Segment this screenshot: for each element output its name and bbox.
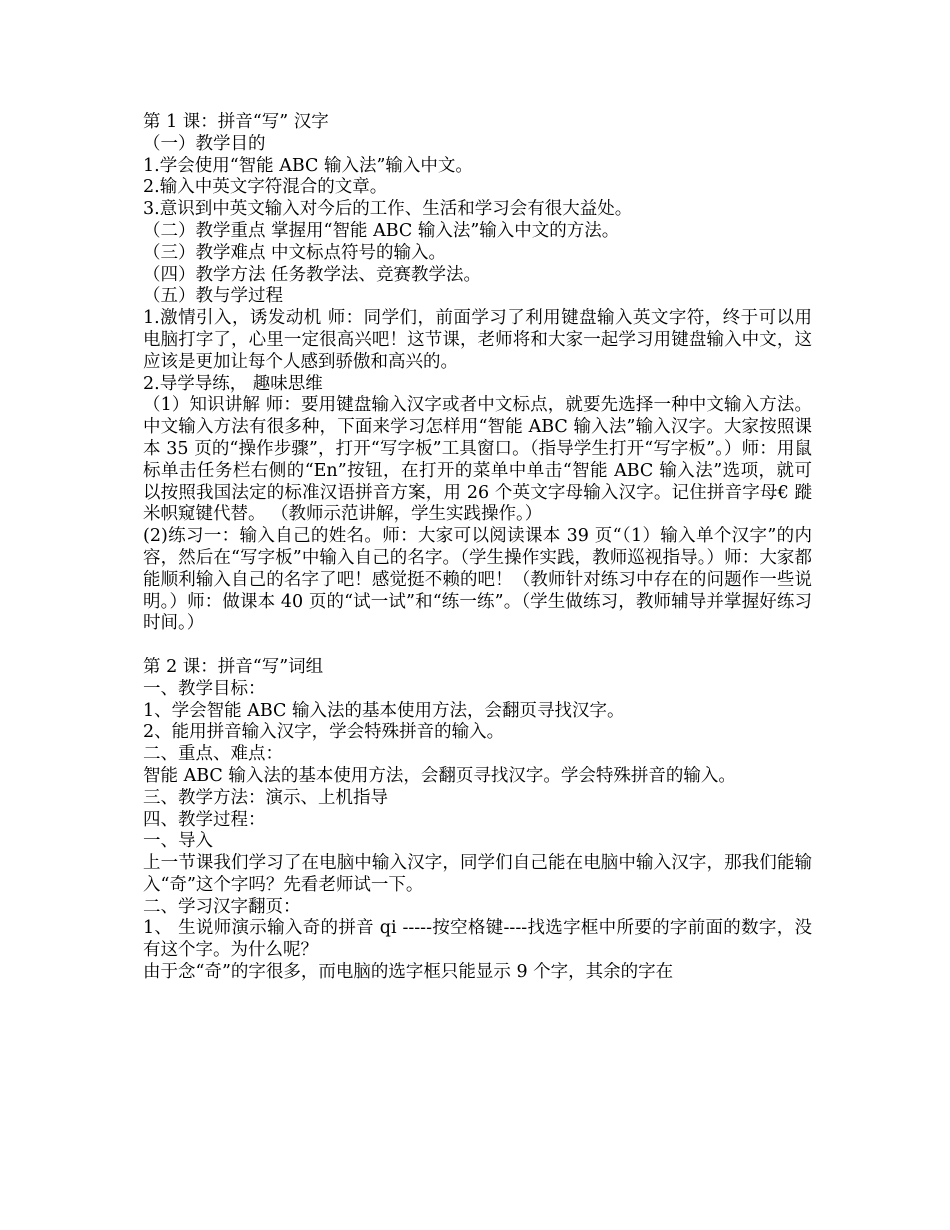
lesson-1-goal-1: 1.学会使用“智能 ABC 输入法”输入中文。 bbox=[143, 155, 473, 176]
lesson-2-goal-1: 1、学会智能 ABC 输入法的基本使用方法，会翻页寻找汉字。 bbox=[143, 700, 625, 721]
lesson-1-process-heading: （五）教与学过程 bbox=[143, 286, 283, 307]
lesson-2-intro-heading: 一、导入 bbox=[143, 831, 213, 852]
lesson-2-paging-heading: 二、学习汉字翻页： bbox=[143, 896, 301, 917]
lesson-2-intro-text: 上一节课我们学习了在电脑中输入汉字，同学们自己能在电脑中输入汉字，那我们能输入“奇”这个字吗？先看老师试一下。 bbox=[143, 853, 812, 895]
lesson-1-step-1: 1.激情引入，诱发动机 师：同学们，前面学习了利用键盘输入英文字符，终于可以用电脑打字了，心里一定很高兴吧！这节课，老师将和大家一起学习用键盘输入中文，这应该是更加让每个人感到骄傲和高兴的。 bbox=[143, 308, 812, 372]
lesson-2-goal-2: 2、能用拼音输入汉字，学会特殊拼音的输入。 bbox=[143, 722, 505, 743]
lesson-2-paging-1: 1、 生说师演示输入奇的拼音 qi -----按空格键----找选字框中所要的字前面的数字，没有这个字。为什么呢？ bbox=[143, 918, 812, 961]
lesson-1-goal-3: 3.意识到中英文输入对今后的工作、生活和学习会有很大益处。 bbox=[143, 199, 633, 220]
lesson-1-goals-heading: （一）教学目的 bbox=[143, 133, 266, 154]
lesson-2-goals-heading: 一、教学目标： bbox=[143, 678, 266, 699]
lesson-1-step-2-1: （1）知识讲解 师：要用键盘输入汉字或者中文标点，就要先选择一种中文输入方法。中文输入方法有很多种，下面来学习怎样用“智能 ABC 输入法”输入汉字。大家按照课本 35 页的“操作步骤”，打开“写字板”工具窗口。（指导学生打开“写字板”。）师：用鼠标单击任务栏右侧的“En”按钮，在打开的菜单中单击“智能 ABC 输入法”选项，就可以按照我国法定的标准汉语拼音方案，用 26 个英文字母输入汉字。记住拼音字母€ 蹝米帜窥键代替。 （教师示范讲解，学生实践操作。） bbox=[143, 395, 812, 525]
lesson-1-title: 第 1 课：拼音“写” 汉字 bbox=[143, 112, 329, 132]
lesson-1-methods: （四）教学方法 任务教学法、竞赛教学法。 bbox=[143, 264, 482, 285]
lesson-1-difficulty: （三）教学难点 中文标点符号的输入。 bbox=[143, 242, 447, 263]
lesson-2-title: 第 2 课：拼音“写”词组 bbox=[143, 656, 324, 677]
lesson-1-goal-2: 2.输入中英文字符混合的文章。 bbox=[143, 177, 388, 198]
lesson-1-key-points: （二）教学重点 掌握用“智能 ABC 输入法”输入中文的方法。 bbox=[143, 220, 620, 241]
paragraph-spacer bbox=[143, 635, 812, 657]
lesson-2-process-heading: 四、教学过程： bbox=[143, 809, 266, 830]
lesson-1-step-2-heading: 2.导学导练， 趣味思维 bbox=[143, 373, 323, 394]
document-page bbox=[143, 112, 812, 984]
lesson-2-key-text: 智能 ABC 输入法的基本使用方法，会翻页寻找汉字。学会特殊拼音的输入。 bbox=[143, 765, 736, 786]
lesson-2-methods: 三、教学方法：演示、上机指导 bbox=[143, 787, 388, 808]
lesson-1-step-2-2: (2)练习一：输入自己的姓名。师：大家可以阅读课本 39 页“（1）输入单个汉字”的内容，然后在“写字板”中输入自己的名字。（学生操作实践，教师巡视指导。）师：大家都能顺利输入自己的名字了吧！感觉挺不赖的吧！（教师针对练习中存在的问题作一些说明。）师：做课本 40 页的“试一试”和“练一练”。（学生做练习，教师辅导并掌握好练习时间。） bbox=[143, 526, 812, 634]
lesson-2-key-heading: 二、重点、难点： bbox=[143, 744, 283, 765]
lesson-2-paging-2: 由于念“奇”的字很多，而电脑的选字框只能显示 9 个字，其余的字在 bbox=[143, 962, 674, 983]
